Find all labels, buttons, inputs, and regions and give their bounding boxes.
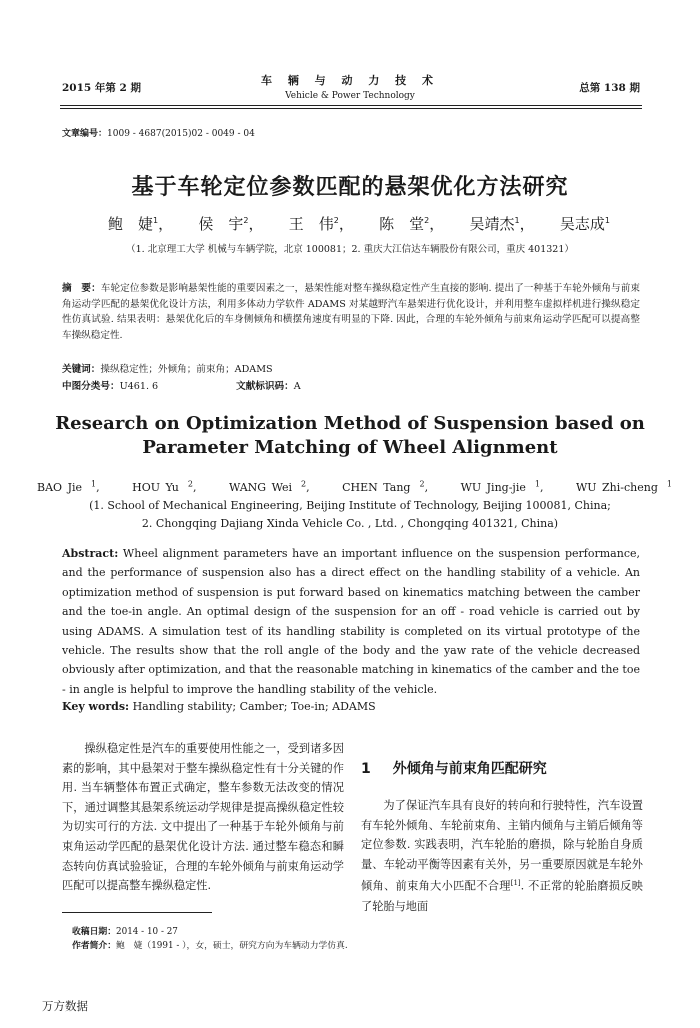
citation-ref: [1]: [510, 879, 521, 888]
section-paragraph: [361, 796, 643, 916]
journal-name-cn: 车 辆 与 动 力 技 术: [261, 74, 439, 87]
author-en: WU Jing-jie $^1$,: [460, 479, 544, 494]
intro-paragraph: 操纵稳定性是汽车的重要使用性能之一，受到诸多因素的影响，其中悬架对于整车操纵稳定性有十分关键的作用. 当车辆整体布置正式确定，整车参数无法改变的情况下，通过调整其悬架系统运动学规律是提高操纵稳定性较为切实可行的方法. 文中提出了一种基于车轮外倾角与前束角运动学匹配的悬架优化设计方法. 通过整车稳态和瞬态转向仿真试验验证，合理的车轮外倾角与前束角运动学匹配可以提高整车操纵稳定性.: [62, 742, 344, 893]
abstract-en-label: Abstract:: [62, 547, 119, 560]
author-en: HOU Yu $^2$,: [132, 479, 197, 494]
keywords-en-label: Key words:: [62, 700, 130, 713]
author-cn: 吴志成$^1$: [559, 215, 610, 233]
article-number-value: 1009 - 4687(2015)02 - 0049 - 04: [107, 129, 255, 139]
keywords-en-text: Handling stability; Camber; Toe-in; ADAMS: [132, 700, 376, 713]
author-cn: 侯 宇$^2$，: [198, 215, 264, 233]
keywords-cn-label: 关键词：: [62, 364, 101, 375]
keywords-cn: [62, 361, 273, 375]
intro-column: [62, 739, 344, 896]
abstract-en-text: Wheel alignment parameters have an important influence on the suspension performance, and the performance of suspension also has a direct effect on the handling stability of a vehicle. An optimization method of suspension is put forward based on kinematics matching between the camber and the toe-in angle. An optimal design of the suspension for an off - road vehicle is carried out by using ADAMS. A simulation test of its handling stability is completed on its virtual prototype of the vehicle. The results show that the roll angle of the body and the yaw rate of the vehicle decreased obviously after optimization, and that the reasonable matching in kinematics of the camber and the toe - in angle is helpful to improve the handling stability of the vehicle.: [62, 547, 640, 696]
author-cn: 鲍 婕$^1$，: [108, 215, 174, 233]
author-list-en: [0, 479, 700, 494]
header-rule: [60, 105, 642, 106]
author-bio: 作者简介：鲍 婕（1991 - ），女，硕士，研究方向为车辆动力学仿真.: [72, 941, 348, 951]
section-number: 1: [361, 761, 371, 777]
section-heading: [361, 758, 547, 778]
author-en: WANG Wei $^2$,: [228, 479, 310, 494]
classification-cn: [62, 378, 301, 392]
footnote: [72, 925, 348, 953]
abstract-cn-label: 摘 要：: [62, 283, 101, 294]
paper-title-en-line2: Parameter Matching of Wheel Alignment: [142, 437, 558, 458]
watermark: 万方数据: [42, 999, 88, 1013]
journal-name-en: Vehicle & Power Technology: [285, 91, 415, 101]
author-list-cn: [60, 213, 642, 234]
received-date: 收稿日期：2014 - 10 - 27: [72, 927, 178, 937]
author-cn: 陈 堂$^2$，: [379, 215, 445, 233]
article-number-label: 文章编号：: [62, 129, 108, 139]
total-issue-label: 总第 138 期: [579, 82, 640, 94]
abstract-en: [62, 544, 640, 699]
paper-title-en-line1: Research on Optimization Method of Suspension based on: [55, 413, 645, 434]
author-cn: 吴靖杰$^1$，: [469, 215, 535, 233]
author-en: CHEN Tang $^2$,: [342, 479, 429, 494]
author-cn: 王 伟$^2$，: [288, 215, 354, 233]
clc-label: 中图分类号：: [62, 381, 120, 392]
affiliation-en-line1: (1. School of Mechanical Engineering, Beijing Institute of Technology, Beijing 100081, China;: [89, 499, 611, 512]
keywords-cn-text: 操纵稳定性；外倾角；前束角；ADAMS: [100, 364, 273, 375]
article-number: [62, 126, 255, 139]
abstract-cn: [62, 281, 640, 343]
issue-label: 2015 年第 2 期: [62, 82, 141, 94]
affiliation-cn: （1. 北京理工大学 机械与车辆学院，北京 100081；2. 重庆大江信达车辆股份有限公司，重庆 401321）: [126, 244, 574, 255]
section-paragraph-tail: . 不正常的轮胎磨损反映了轮胎与地面: [361, 880, 643, 913]
paper-title-en: [0, 412, 700, 460]
paper-title-cn: 基于车轮定位参数匹配的悬架优化方法研究: [131, 175, 569, 200]
doc-code-value: A: [293, 381, 301, 392]
affiliation-en: [0, 497, 700, 533]
header-rule-thin: [60, 108, 642, 109]
doc-code-label: 文献标识码：: [236, 381, 294, 392]
abstract-cn-text: 车轮定位参数是影响悬架性能的重要因素之一，悬架性能对整车操纵稳定性产生直接的影响. 提出了一种基于车轮外倾角与前束角运动学匹配的悬架优化设计方法，利用多体动力学软件 ADAMS 对某越野汽车悬架进行优化设计，并利用整车虚拟样机进行操纵稳定性仿真试验. 结果表明：悬架优化后的车身侧倾角和横摆角速度有明显的下降. 因此，合理的车轮外倾角与前束角运动学匹配可以提高整车操纵稳定性.: [62, 283, 640, 341]
keywords-en: [62, 700, 376, 713]
footnote-rule: [62, 912, 212, 913]
affiliation-en-line2: 2. Chongqing Dajiang Xinda Vehicle Co. , Ltd. , Chongqing 401321, China): [141, 517, 559, 530]
author-en: WU Zhi-cheng $^1$: [575, 479, 672, 494]
author-en: BAO Jie $^1$,: [37, 479, 100, 494]
section-title: 外倾角与前束角匹配研究: [392, 761, 547, 777]
clc-value: U461. 6: [119, 381, 159, 392]
section-paragraph-text: 为了保证汽车具有良好的转向和行驶特性，汽车设置有车轮外倾角、车轮前束角、主销内倾角与主销后倾角等定位参数. 实践表明，汽车轮胎的磨损，除与轮胎自身质量、车轮动平衡等因素有关外，另一重要原因就是车轮外倾角、前束角大小匹配不合理: [361, 799, 643, 894]
